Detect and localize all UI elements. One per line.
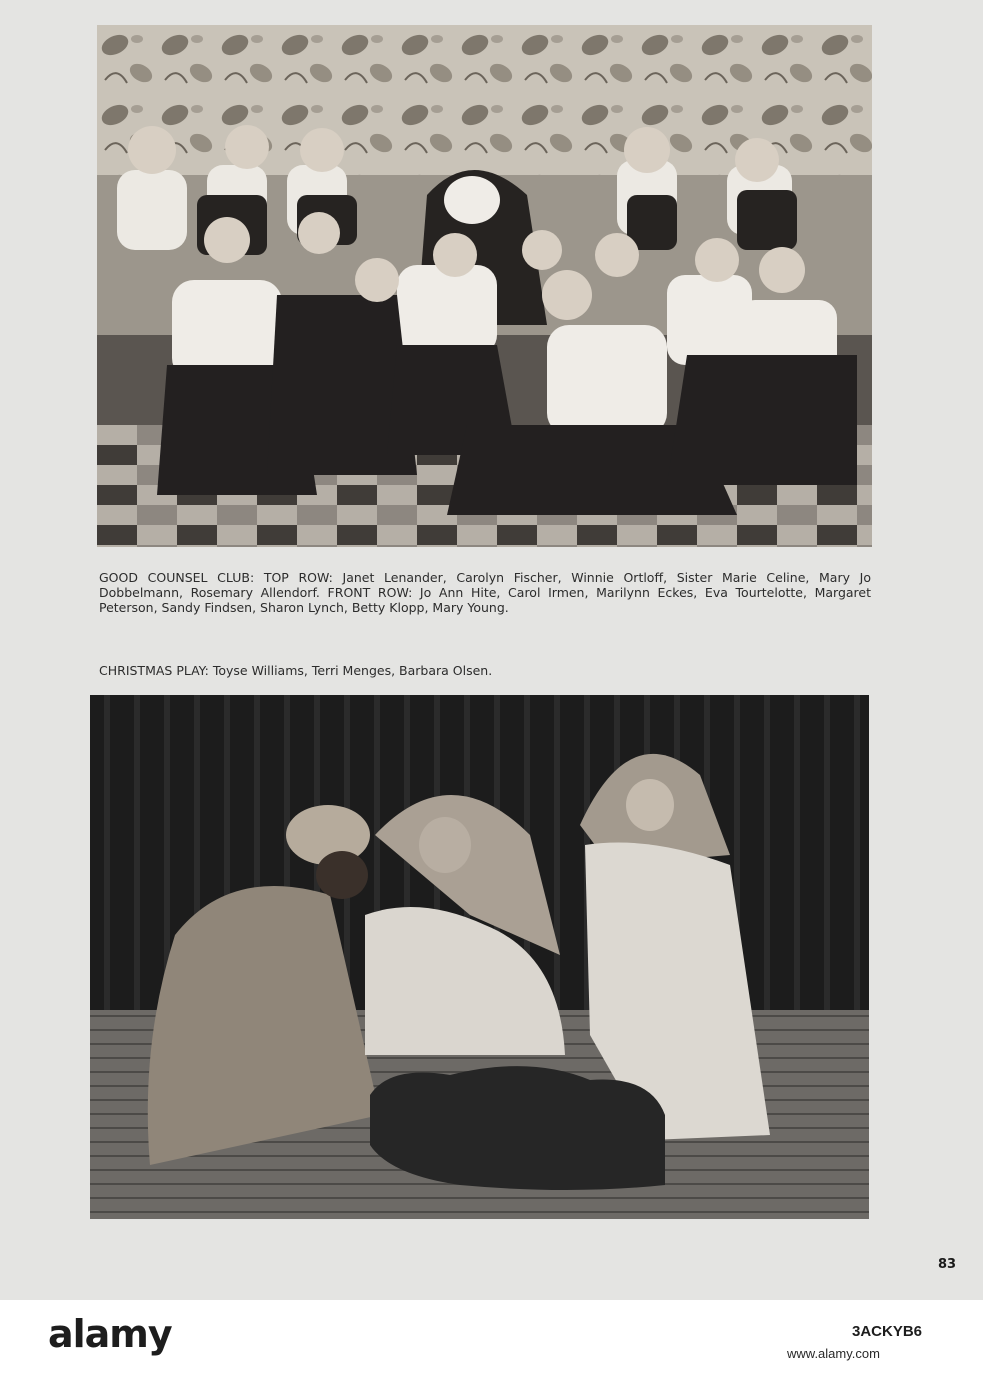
christmas-play-photo	[90, 695, 869, 1219]
watermark-logo: alamy	[48, 1312, 172, 1356]
watermark-url: www.alamy.com	[787, 1346, 880, 1361]
christmas-play-caption: CHRISTMAS PLAY: Toyse Williams, Terri Menges, Barbara Olsen.	[99, 663, 493, 678]
page-number: 83	[938, 1257, 957, 1272]
good-counsel-club-caption: GOOD COUNSEL CLUB: TOP ROW: Janet Lenander, Carolyn Fischer, Winnie Ortloff, Sister Marie Celine, Mary Jo Dobbelmann, Rosemary Allendorf. FRONT ROW: Jo Ann Hite, Carol Irmen, Marilynn Eckes, Eva Tourtelotte, Margaret Peterson, Sandy Findsen, Sharon Lynch, Betty Klopp, Mary Young.	[99, 570, 871, 615]
watermark-image-id: 3ACKYB6	[852, 1323, 923, 1340]
good-counsel-club-photo	[97, 25, 872, 547]
